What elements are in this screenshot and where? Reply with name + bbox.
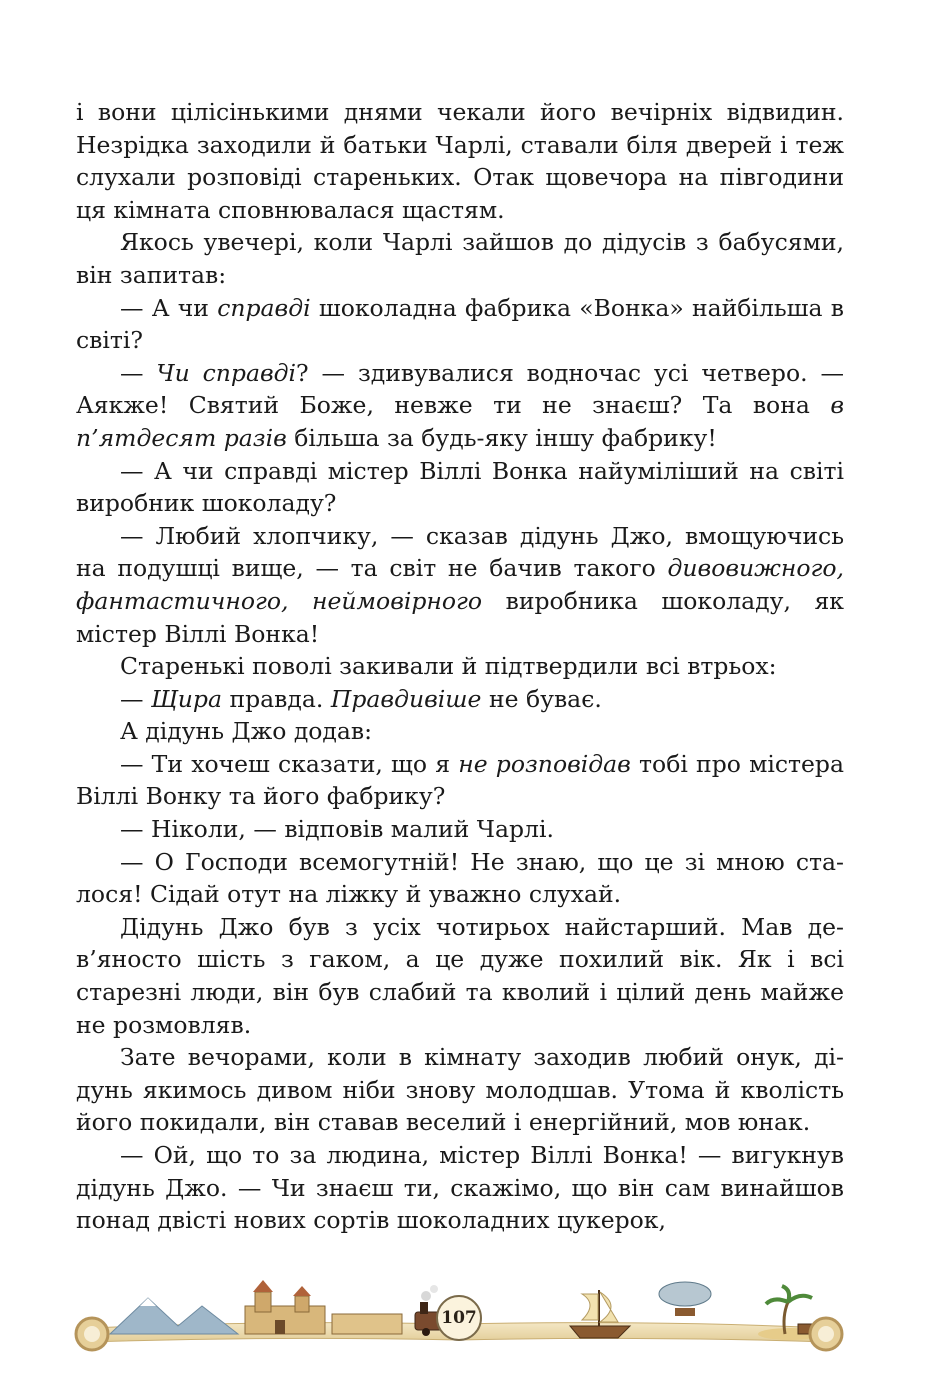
paragraph <box>76 846 844 911</box>
text-run: правда. <box>222 684 331 713</box>
paragraph <box>76 292 844 357</box>
text-run: тобі про містера Віллі Вонку та його фабрику? <box>76 749 844 811</box>
italic-run: Правдивіше <box>330 684 482 713</box>
text-run: Дідунь Джо був з усіх чотирьох найстарший. Мав дев’яносто шість з гаком, а це дуже похилий вік. Як і всі старезні люди, він був слабий та кволий і цілий день майже не розмовляв. <box>76 912 844 1039</box>
paragraph <box>76 813 844 846</box>
paragraph <box>76 96 844 226</box>
paragraph <box>76 1139 844 1237</box>
body-text <box>76 96 844 1237</box>
text-run: — Ніколи, — відповів малий Чарлі. <box>120 815 554 844</box>
text-run: — О Господи всемогутній! Не знаю, що це зі мною сталося! Сідай отут на ліжку й уважно слухай. <box>76 847 844 909</box>
text-run: — А чи <box>120 293 218 322</box>
text-run: — Ти хочеш сказати, що я <box>120 749 459 778</box>
text-run: А дідунь Джо додав: <box>120 717 373 746</box>
italic-run: в п’ятдесят разів <box>76 391 844 452</box>
text-run: Якось увечері, коли Чарлі зайшов до дідусів з бабусями, він запитав: <box>76 228 844 289</box>
paragraph <box>76 455 844 520</box>
text-run: не буває. <box>481 684 602 713</box>
text-run: Зате вечорами, коли в кімнату заходив любий онук, дідунь якимось дивом ніби знову молодшав. Утома й кволість його покидали, він ставав веселий і енергійний, мов юнак. <box>76 1043 844 1137</box>
paragraph <box>76 226 844 291</box>
page-number: 107 <box>436 1295 482 1341</box>
text-run: ? — здивувалися водночас усі четверо. — Аякже! Святий Боже, невже ти не знаєш? Та вона <box>76 358 844 420</box>
text-run: — Любий хлопчику, — сказав дідунь Джо, вмощуючись на подушці вище, — та світ не бачив такого <box>76 521 844 583</box>
text-run: і вони цілісінькими днями чекали його вечірніх відвидин. Незрідка заходили й батьки Чарлі, ставали біля дверей і теж слухали розповіді старенькиx. Отак щовечора на півгодини ця кімната сповнювалася щастям. <box>76 98 844 224</box>
italic-run: Щира <box>150 684 222 713</box>
text-run: Старенькі поволі закивали й підтвердили всі втрьох: <box>120 652 777 681</box>
paragraph <box>76 911 844 1041</box>
paragraph <box>76 683 844 716</box>
text-run: — Ой, що то за людина, містер Віллі Вонка! — вигукнув дідунь Джо. — Чи знаєш ти, скажімо, що він сам винайшов понад двісті нових сортів шоколадних цукерок, <box>76 1141 844 1235</box>
paragraph <box>76 1041 844 1139</box>
paragraph <box>76 650 844 683</box>
italic-run: справді <box>217 293 311 322</box>
text-run: більша за будь-яку іншу фабрику! <box>286 423 717 452</box>
paragraph <box>76 520 844 650</box>
paragraph <box>76 715 844 748</box>
paragraph <box>76 748 844 813</box>
text-run: виробника шоколаду, як містер Віллі Вонка! <box>76 586 844 648</box>
italic-run: Чи справді <box>156 358 297 387</box>
text-run: — А чи справді містер Віллі Вонка найуміліший на світі виробник шоколаду? <box>76 456 844 518</box>
text-run: шоколадна фабрика «Вонка» найбільша в світі? <box>76 293 844 355</box>
text-run: — <box>120 684 151 713</box>
italic-run: дивовижного, фантастичного, неймовірного <box>76 554 844 615</box>
text-run: — <box>120 358 157 387</box>
italic-run: не розповідав <box>458 749 631 778</box>
paragraph <box>76 357 844 455</box>
